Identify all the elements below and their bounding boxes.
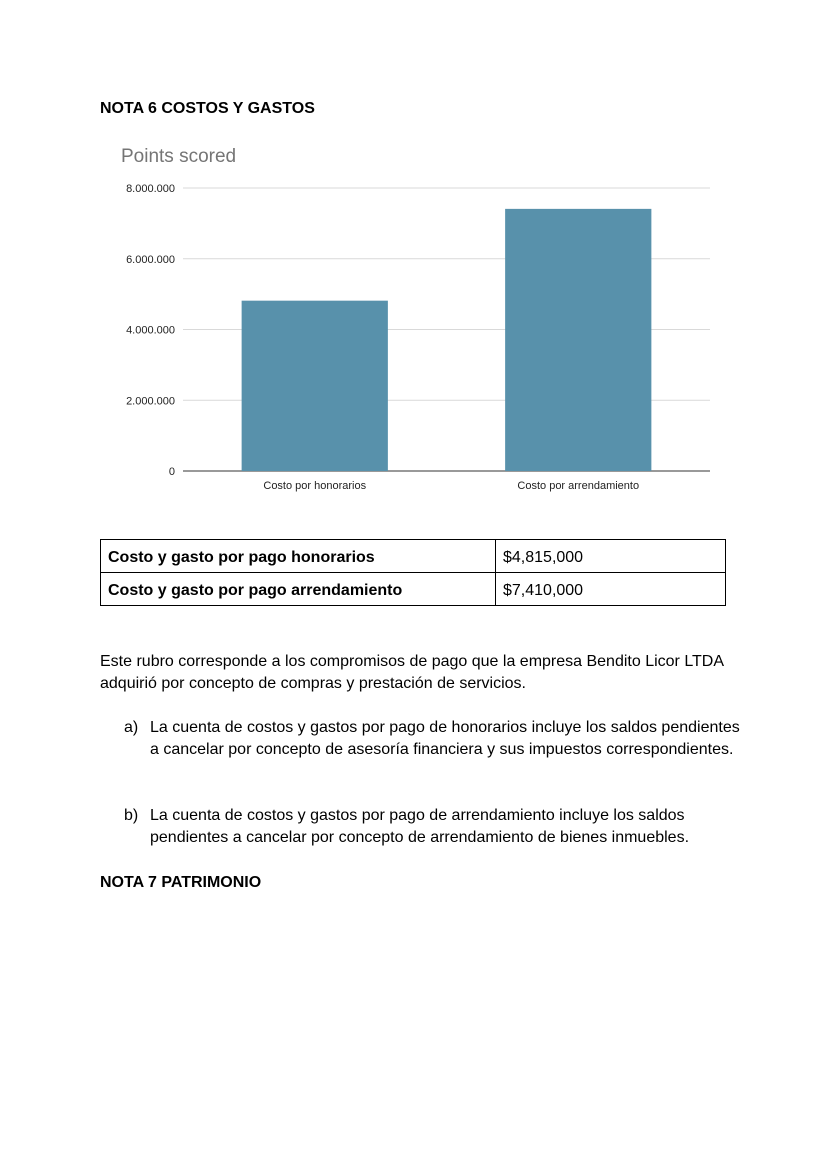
table-cell-label: Costo y gasto por pago honorarios: [101, 540, 496, 573]
list-item: [124, 717, 744, 761]
table-row: [101, 573, 726, 606]
list-item-text: La cuenta de costos y gastos por pago de arrendamiento incluye los saldos pendientes a cancelar por concepto de arrendamiento de bienes inmuebles.: [150, 807, 690, 846]
y-tick-label: 4.000.000: [126, 324, 175, 337]
table-cell-value: $4,815,000: [496, 540, 726, 573]
chart-title: Points scored: [121, 146, 237, 167]
note-6-heading: NOTA 6 COSTOS Y GASTOS: [100, 100, 315, 117]
y-tick-label: 8.000.000: [126, 183, 175, 195]
bar: [505, 209, 651, 471]
list-item-text: La cuenta de costos y gastos por pago de honorarios incluye los saldos pendientes a cancelar por concepto de asesoría financiera y sus impuestos correspondientes.: [150, 719, 740, 758]
bar-chart: [100, 138, 720, 498]
y-tick-label: 0: [168, 466, 175, 478]
bar: [242, 301, 388, 471]
table-row: [101, 540, 726, 573]
costs-table: [100, 539, 726, 606]
note-7-heading: NOTA 7 PATRIMONIO: [100, 874, 262, 891]
y-tick-label: 2.000.000: [126, 395, 175, 408]
list-item: [124, 805, 744, 849]
x-tick-label: Costo por arrendamiento: [517, 480, 640, 492]
table-cell-value: $7,410,000: [496, 573, 726, 606]
y-tick-label: 6.000.000: [126, 253, 175, 266]
list-marker: b): [124, 807, 139, 824]
x-tick-label: Costo por honorarios: [263, 480, 367, 492]
list-marker: a): [124, 719, 139, 736]
description-paragraph: Este rubro corresponde a los compromisos de pago que la empresa Bendito Licor LTDA adquirió por concepto de compras y prestación de servicios.: [100, 653, 724, 692]
table-cell-label: Costo y gasto por pago arrendamiento: [101, 573, 496, 606]
